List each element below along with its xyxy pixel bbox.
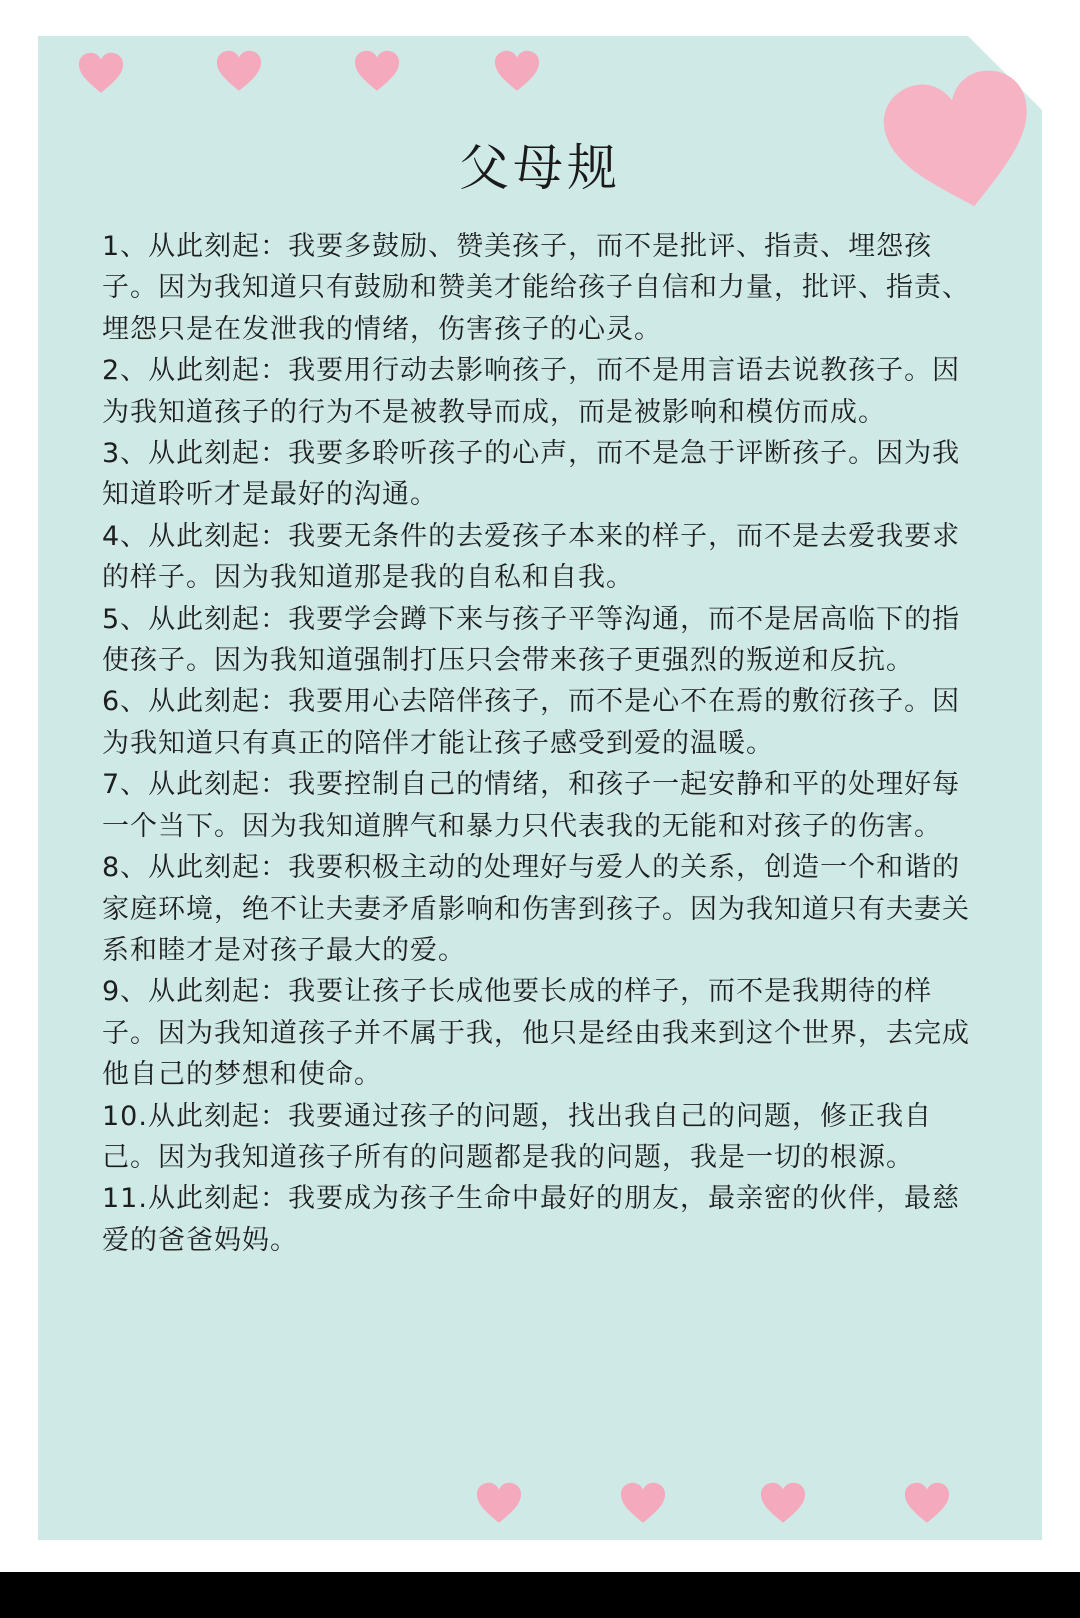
bottom-bar — [0, 1572, 1080, 1618]
list-item: 7、从此刻起：我要控制自己的情绪，和孩子一起安静和平的处理好每一个当下。因为我知道脾气和暴力只代表我的无能和对孩子的伤害。 — [102, 769, 961, 842]
list-item: 6、从此刻起：我要用心去陪伴孩子，而不是心不在焉的敷衍孩子。因为我知道只有真正的陪伴才能让孩子感受到爱的温暖。 — [102, 686, 961, 759]
list-item: 1、从此刻起：我要多鼓励、赞美孩子，而不是批评、指责、埋怨孩子。因为我知道只有鼓励和赞美才能给孩子自信和力量，批评、指责、埋怨只是在发泄我的情绪，伤害孩子的心灵。 — [102, 231, 970, 345]
list-item: 9、从此刻起：我要让孩子长成他要长成的样子，而不是我期待的样子。因为我知道孩子并不属于我，他只是经由我来到这个世界，去完成他自己的梦想和使命。 — [102, 976, 970, 1091]
heart-icon — [904, 1482, 950, 1524]
rules-list — [102, 226, 982, 1261]
heart-icon — [620, 1482, 666, 1524]
heart-icon — [760, 1482, 806, 1524]
list-item: 5、从此刻起：我要学会蹲下来与孩子平等沟通，而不是居高临下的指使孩子。因为我知道强制打压只会带来孩子更强烈的叛逆和反抗。 — [102, 603, 961, 677]
heart-icon — [78, 52, 124, 94]
list-item: 11.从此刻起：我要成为孩子生命中最好的朋友，最亲密的伙伴，最慈爱的爸爸妈妈。 — [102, 1183, 960, 1256]
list-item: 4、从此刻起：我要无条件的去爱孩子本来的样子，而不是去爱我要求的样子。因为我知道那是我的自私和自我。 — [102, 520, 961, 594]
heart-icon — [354, 50, 400, 92]
list-item: 10.从此刻起：我要通过孩子的问题，找出我自己的问题，修正我自己。因为我知道孩子所有的问题都是我的问题，我是一切的根源。 — [102, 1100, 932, 1173]
page-title: 父母规 — [459, 139, 621, 197]
list-item: 8、从此刻起：我要积极主动的处理好与爱人的关系，创造一个和谐的家庭环境，绝不让夫妻矛盾影响和伤害到孩子。因为我知道只有夫妻关系和睦才是对孩子最大的爱。 — [102, 852, 970, 966]
heart-icon — [476, 1482, 522, 1524]
heart-icon — [216, 50, 262, 92]
heart-icon — [494, 50, 540, 92]
list-item: 2、从此刻起：我要用行动去影响孩子，而不是用言语去说教孩子。因为我知道孩子的行为不是被教导而成，而是被影响和模仿而成。 — [102, 355, 961, 428]
list-item: 3、从此刻起：我要多聆听孩子的心声，而不是急于评断孩子。因为我知道聆听才是最好的沟通。 — [102, 438, 961, 511]
